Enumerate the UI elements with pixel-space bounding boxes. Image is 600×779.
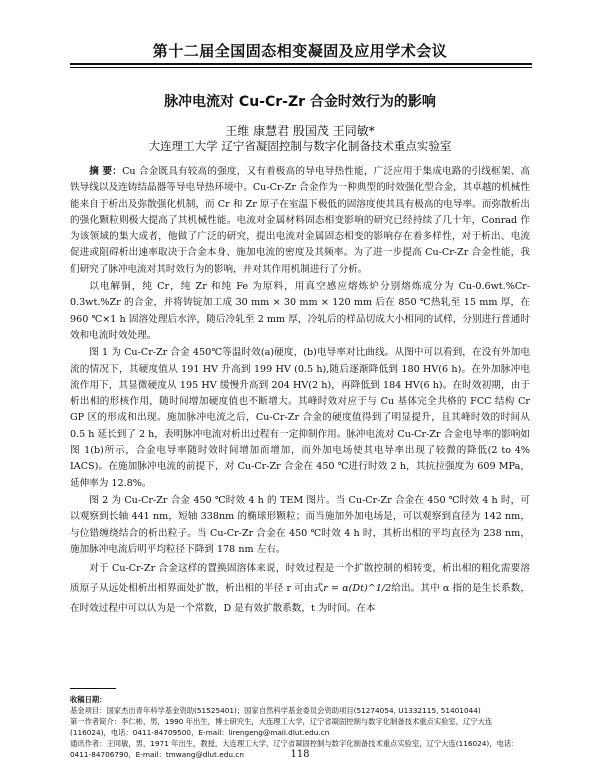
fund-note: 基金项目：国家杰出青年科学基金资助(51525401)；国家自然科学基金委员会资助项目(51274054, U1332115, 51401044) [70, 706, 481, 715]
formula-lead-text: 对于 Cu-Cr-Zr 合金这样的置换固溶体来说，时效过程是一个扩散控制的相转变，析出相的粗化需要溶质原子从远处相析出相界面处扩散，析出相的半径 r 可由式 [70, 563, 530, 595]
corresponding-author-note: 通讯作者：王同敏，男，1971 年出生，教授，大连理工大学，辽宁省凝固控制与数字化制备技术重点实验室，辽宁大连(116024)，电话：0411-84706790，E-mail：tmwang@dlut.edu.cn [70, 739, 519, 759]
body-paragraph-1: 以电解铜，纯 Cr，纯 Zr 和纯 Fe 为原料，用真空感应熔炼炉分别熔炼成分为 Cu-0.6wt.%Cr-0.3wt.%Zr 的合金，并将铸锭加工成 30 mm × 30 mm × 120 mm 后在 850 ℃热轧至 15 mm 厚，在 960 ℃×1 h 固溶处理后水淬，随后冷轧至 2 mm 厚，冷轧后的样品切成大小相同的试样，分别进行普通时效和电流时效处理。 [70, 281, 530, 341]
article-title: 脉冲电流对 Cu-Cr-Zr 合金时效行为的影响 [164, 94, 436, 110]
header-rule-thick [70, 63, 532, 65]
abstract-paragraph [70, 164, 530, 278]
diffusion-formula: r = α(Dt)^1/2 [323, 583, 392, 595]
header-rule-thin [70, 67, 532, 68]
running-title: 第十二届全国固态相变凝固及应用学术会议 [152, 42, 448, 60]
received-date-label: 收稿日期： [70, 695, 107, 704]
abstract-text: Cu 合金既具有较高的强度，又有着极高的导电导热性能，广泛应用于集成电路的引线框架、高铁导线以及连铸结晶器等导电导热环境中。Cu-Cr-Zr 合金作为一种典型的时效强化型合金，其卓越的机械性能来自于析出及弥散强化机制，而 Cr 和 Zr 原子在室温下极低的固溶度使其具有极高的电导率。而弥散析出的强化颗粒则极大提高了其机械性能。电流对金属材料固态相变影响的研究已经持续了几十年，Conrad 作为该领域的集大成者，他做了广泛的研究，提出电流对金属固态相变的影响存在着多样性，对于析出、电流促进或阻碍析出速率取决于合金本身、施加电流的密度及其频率。为了进一步提高 Cu-Cr-Zr 合金性能，我们研究了脉冲电流对其时效行为的影响，并对其作用机制进行了分析。 [70, 166, 530, 275]
body-paragraph-4 [70, 559, 530, 619]
footnote-separator [70, 688, 116, 689]
affiliation: 大连理工大学 辽宁省凝固控制与数字化制备技术重点实验室 [148, 139, 452, 153]
formula-trailing-text: 给出。其中 α 指的是生长系数，在时效过程中可以认为是一个常数，D 是有效扩散系数，t 为时间。在本 [70, 583, 531, 615]
page-number: 118 [290, 749, 310, 760]
body-paragraph-2: 图 1 为 Cu-Cr-Zr 合金 450℃等温时效(a)硬度，(b)电导率对比曲线。从图中可以看到，在没有外加电流的情况下，其硬度值从 191 HV 升高到 199 HV (0.5 h),随后逐渐降低到 180 HV(6 h)。在外加脉冲电流作用下，其显微硬度从 195 HV 缓慢升高到 204 HV(2 h)，再降低到 184 HV(6 h)。在时效初期，由于析出相的形核作用，随时间增加硬度值也不断增大。其峰时效对应于与 Cu 基体完全共格的 FCC 结构 Cr GP 区的形成和出现。施加脉冲电流之后，Cu-Cr-Zr 合金的硬度值得到了明显提升，且其峰时效的时间从 0.5 h 延长到了 2 h，表明脉冲电流对析出过程有一定抑制作用。脉冲电流对 Cu-Cr-Zr 合金电导率的影响如图 1(b)所示，合金电导率随时效时间增加而增加，而外加电场使其电导率出现了较微的降低(2 to 4% IACS)。在施加脉冲电流的前提下，对 Cu-Cr-Zr 合金在 450 ℃进行时效 2 h，其抗拉强度为 609 MPa，延伸率为 12.8%。 [70, 347, 530, 489]
author-list: 王维 康慧君 殷国茂 王同敏* [225, 124, 375, 138]
first-author-note: 第一作者简介：李仁彬，男，1990 年出生，博士研究生，大连理工大学，辽宁省凝固控制与数字化制备技术重点实验室，辽宁大连(116024)，电话：0411-84709500，E-mail：lirengeng@mail.dlut.edu.cn [70, 717, 493, 737]
abstract-label: 摘 要： [89, 166, 123, 177]
body-paragraph-3: 图 2 为 Cu-Cr-Zr 合金 450 ℃时效 4 h 的 TEM 图片。当 Cu-Cr-Zr 合金在 450 ℃时效 4 h 时，可以观察到长轴 441 nm，短轴 338nm 的椭球形颗粒；而当施加外加电场是，可以观察到直径为 142 nm，与位错缠绕结合的析出粒子。当 Cu-Cr-Zr 合金在 450 ℃时效 4 h 时，其析出相的平均直径为 238 nm，施加脉冲电流后明平均粒径下降到 178 nm 左右。 [70, 494, 530, 555]
main-text [70, 164, 530, 619]
